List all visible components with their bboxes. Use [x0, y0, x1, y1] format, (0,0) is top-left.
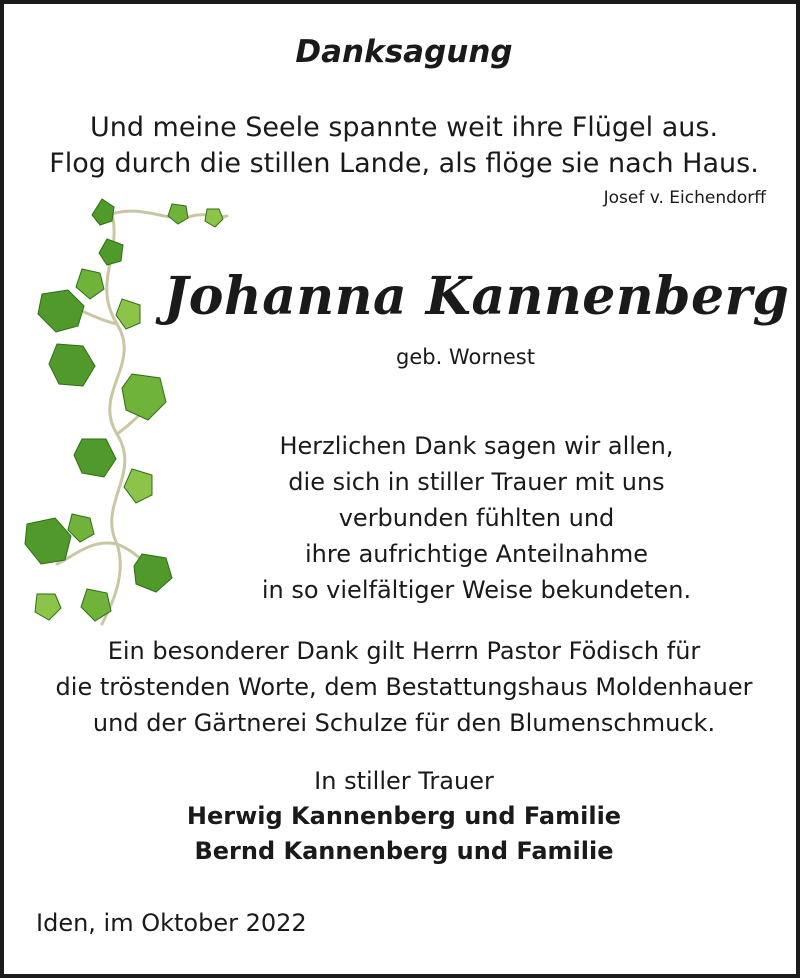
place-date: Iden, im Oktober 2022 — [36, 909, 307, 937]
thanks-line: Herzlichen Dank sagen wir allen, — [279, 432, 674, 460]
verse — [4, 110, 800, 182]
mourning-family: Herwig Kannenberg und Familie — [186, 802, 622, 830]
special-thanks-line: und der Gärtnerei Schulze für den Blumenschmuck. — [92, 709, 716, 737]
mourning-block — [4, 764, 800, 869]
verse-author: Josef v. Eichendorff — [603, 188, 766, 208]
verse-line: Flog durch die stillen Lande, als flöge sie nach Haus. — [49, 148, 759, 179]
verse-line: Und meine Seele spannte weit ihre Flügel aus. — [89, 112, 719, 143]
special-thanks-text — [4, 633, 800, 741]
thanks-line: die sich in stiller Trauer mit uns — [288, 468, 665, 496]
thanks-text — [4, 428, 800, 608]
special-thanks-line: Ein besonderer Dank gilt Herrn Pastor Födisch für — [107, 637, 701, 665]
special-thanks-line: die tröstenden Worte, dem Bestattungshaus Moldenhauer — [55, 673, 753, 701]
maiden-name: geb. Wornest — [396, 345, 535, 369]
mourning-intro: In stiller Trauer — [314, 767, 494, 795]
thanks-line: verbunden fühlten und — [338, 504, 615, 532]
mourning-family: Bernd Kannenberg und Familie — [194, 837, 614, 865]
deceased-name: Johanna Kannenberg — [163, 266, 790, 327]
thanks-line: ihre aufrichtige Anteilnahme — [304, 540, 649, 568]
thanks-line: in so vielfältiger Weise bekundeten. — [261, 576, 692, 604]
heading: Danksagung — [295, 34, 513, 70]
